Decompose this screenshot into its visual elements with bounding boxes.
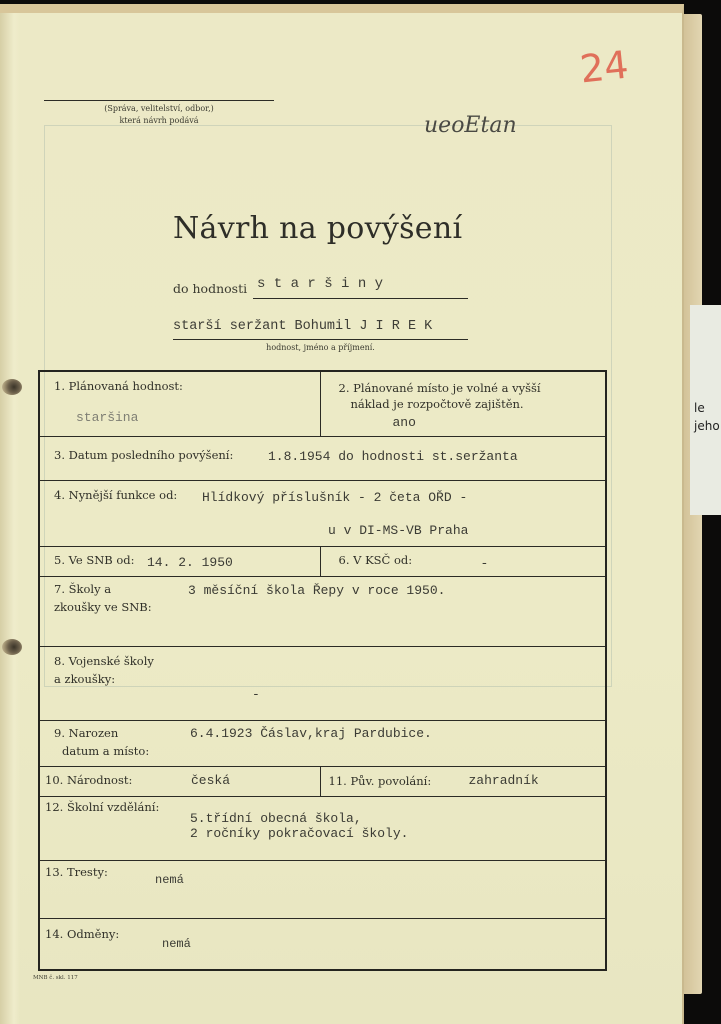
field-value: 3 měsíční škola Řepy v roce 1950. (188, 582, 446, 598)
field-value: 6.4.1923 Čáslav,kraj Pardubice. (190, 725, 432, 741)
field-value: ano (392, 415, 416, 430)
field-value: zahradník (468, 772, 539, 788)
field-value: u v DI-MS-VB Praha (328, 522, 469, 538)
field-label: 9. Narozen (54, 725, 119, 740)
field-label: 2. Plánované místo je volné a vyšší (338, 381, 541, 395)
field-label: 5. Ve SNB od: (54, 552, 135, 567)
field-label: 12. Školní vzdělání: (45, 799, 160, 814)
field-ksc-since (320, 546, 606, 576)
binder-edge (0, 13, 20, 1024)
person-caption: hodnost, jméno a příjmení. (266, 343, 375, 352)
field-birth (39, 720, 606, 766)
field-label: a zkoušky: (54, 671, 116, 686)
field-last-promotion (39, 436, 606, 480)
form-row (39, 918, 606, 970)
field-label: 8. Vojenské školy (54, 653, 154, 668)
field-value: - (480, 555, 489, 571)
field-military-schools (39, 646, 606, 720)
issuer-caption (44, 103, 274, 127)
form-row (39, 480, 606, 546)
field-punishments (39, 860, 606, 918)
field-snb-since (39, 546, 320, 576)
field-value: nemá (155, 872, 184, 887)
field-value: Hlídkový příslušník - 2 četa OŘD - (202, 489, 468, 505)
rank-value: s t a r š i n y (257, 276, 384, 292)
form-row (39, 546, 606, 576)
binder-ring-icon (2, 379, 22, 395)
field-label: datum a místo: (62, 743, 150, 758)
document-page (0, 4, 684, 1024)
form-row (39, 646, 606, 720)
form-row (39, 766, 606, 796)
field-original-occupation (320, 766, 606, 796)
page-number: 24 (577, 42, 631, 92)
field-planned-rank (39, 371, 320, 436)
field-value: 1.8.1954 do hodnosti st.seržanta (268, 448, 518, 464)
form-code: MNB č. skl. 117 (33, 975, 78, 981)
field-label: 14. Odměny: (45, 926, 120, 941)
form-row (39, 371, 606, 436)
form-row (39, 720, 606, 766)
field-label: 1. Plánovaná hodnost: (54, 379, 183, 393)
person-value: starší seržant Bohumil J I R E K (173, 319, 433, 334)
protruding-sheet (690, 305, 721, 515)
field-label: 7. Školy a (54, 581, 112, 596)
field-value: 2 ročníky pokračovací školy. (190, 825, 409, 841)
binder-ring-icon (2, 639, 22, 655)
field-label: 13. Tresty: (45, 864, 108, 879)
field-label: náklad je rozpočtově zajištěn. (350, 397, 524, 411)
field-label: 6. V KSČ od: (338, 552, 413, 567)
field-value: česká (191, 772, 231, 788)
field-value: 14. 2. 1950 (147, 554, 233, 570)
sheet-fragment: le (694, 401, 705, 415)
form-row (39, 436, 606, 480)
form-row (39, 796, 606, 860)
field-value: 5.třídní obecná škola, (190, 810, 362, 826)
field-education (39, 796, 606, 860)
rank-label: do hodnosti (173, 281, 248, 296)
issuer-line (44, 100, 274, 101)
field-label: 4. Nynější funkce od: (54, 487, 178, 502)
field-position-available (320, 371, 606, 436)
rank-underline (253, 298, 468, 299)
sheet-fragment: jeho (694, 419, 720, 433)
field-nationality (39, 766, 320, 796)
issuer-caption-line: která návrh podává (119, 116, 199, 125)
field-value: nemá (162, 936, 191, 951)
field-current-function (39, 480, 606, 546)
field-label: zkoušky ve SNB: (54, 599, 152, 614)
person-underline (173, 339, 468, 340)
form-row (39, 860, 606, 918)
field-rewards (39, 918, 606, 970)
field-label: 10. Národnost: (45, 772, 133, 787)
document-title: Návrh na povýšení (173, 211, 463, 246)
promotion-form-table (38, 370, 607, 971)
form-row (39, 576, 606, 646)
field-label: 11. Pův. povolání: (328, 773, 432, 788)
issuer-caption-line: (Správa, velitelství, odbor,) (104, 104, 214, 113)
field-label: 3. Datum posledního povýšení: (54, 447, 234, 462)
field-value: - (252, 686, 260, 702)
field-value: staršina (76, 410, 139, 425)
field-snb-schools (39, 576, 606, 646)
handwritten-note: ueoEtan (424, 113, 517, 138)
